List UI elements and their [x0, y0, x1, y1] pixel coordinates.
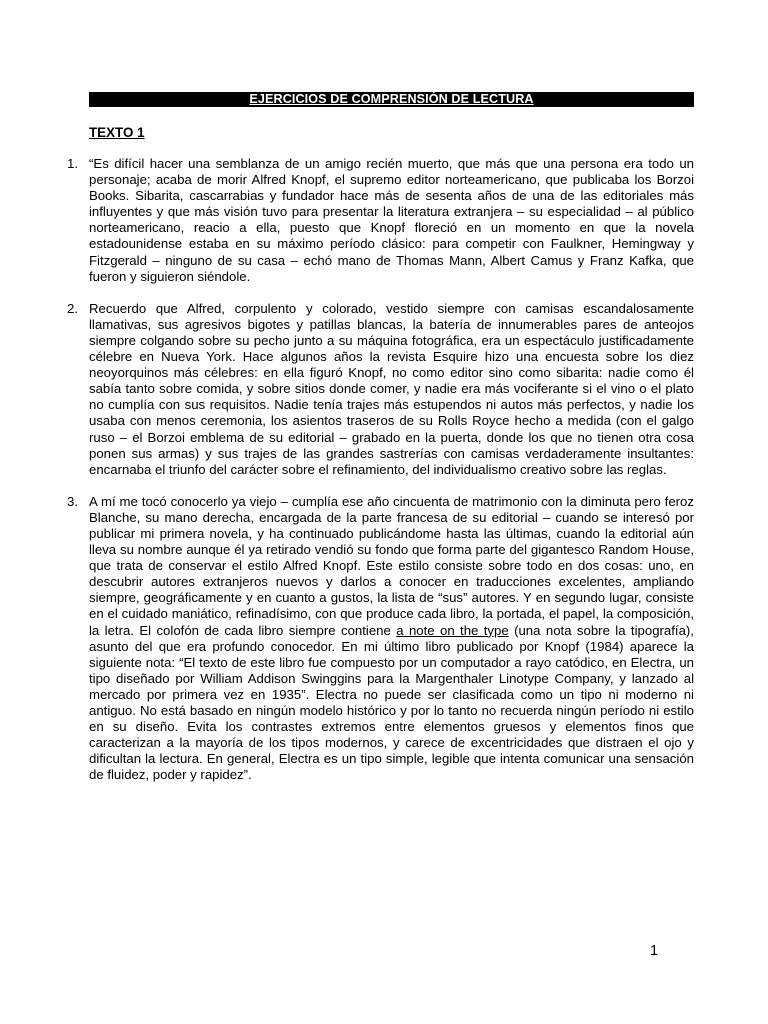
- paragraph-text: “Es difícil hacer una semblanza de un amigo recién muerto, que más que una persona era todo un personaje; acaba de morir Alfred Knopf, el supremo editor norteamericano, que publicaba los Borzoi Books. Sibarita, cascarrabias y fundador hace más de sesenta años de una de las editoriales más influyentes y que más visión tuvo para presentar la literatura extranjera – su especialidad – al público norteamericano, reacio a ella, puesto que Knopf floreció en un momento en que la novela estadounidense estaba en su máximo período clásico: para competir con Faulkner, Hemingway y Fitzgerald – ninguno de su casa – echó mano de Thomas Mann, Albert Camus y Franz Kafka, que fueron y siguieron siéndole.: [89, 156, 694, 284]
- paragraph-number: 2.: [67, 300, 78, 316]
- underlined-phrase: a note on the type: [396, 622, 509, 638]
- document-title-banner: EJERCICIOS DE COMPRENSIÓN DE LECTURA: [89, 92, 694, 107]
- paragraph-3: [62, 494, 694, 784]
- paragraph-list: [62, 156, 694, 783]
- paragraph-text-before: A mí me tocó conocerlo ya viejo – cumplía ese año cincuenta de matrimonio con la diminuta pero feroz Blanche, su mano derecha, encargada de la parte francesa de su editorial – cuando se interesó por publicar mi primera novela, y ha continuado publicándome hasta las últimas, cuando la editorial aún lleva su nombre aunque él ya retirado vendió su fondo que forma parte del gigantesco Random House, que trata de conservar el estilo Alfred Knopf. Este estilo consiste sobre todo en dos cosas: uno, en descubrir autores extranjeros nuevos y darlos a conocer en traducciones excelentes, ampliando siempre, geográficamente y en cuanto a gustos, la lista de “sus” autores. Y en segundo lugar, consiste en el cuidado maniático, refinadísimo, con que produce cada libro, la portada, el papel, la composición, la letra. El colofón de cada libro siempre contiene: [89, 493, 694, 638]
- paragraph-number: 1.: [67, 156, 78, 171]
- paragraph-text: Recuerdo que Alfred, corpulento y colorado, vestido siempre con camisas escandalosamente llamativas, sus agresivos bigotes y patillas blancas, la batería de innumerables pares de anteojos siempre colgando sobre su pecho junto a su máquina fotográfica, era un espectáculo justificadamente célebre en Nueva York. Hace algunos años la revista Esquire hizo una encuesta sobre los diez neoyorquinos más célebres: en ella figuró Knopf, no como editor sino como sibarita: nadie como él sabía tanto sobre comida, y sobre sitios donde comer, y nadie era más vociferante si el vino o el plato no cumplía con sus requisitos. Nadie tenía trajes más estupendos ni autos más perfectos, y nadie los usaba con menos ceremonia, los asientos traseros de su Rolls Royce hecho a medida (con el galgo ruso – el Borzoi emblema de su editorial – grabado en la puerta, donde los que no tienen otra cosa ponen sus armas) y sus trajes de las grandes sastrerías con camisas verdaderamente insultantes: encarnaba el triunfo del carácter sobre el refinamiento, del individualismo creativo sobre las reglas.: [89, 300, 694, 477]
- paragraph-text-after: (una nota sobre la tipografía), asunto del que era profundo conocedor. En mi último libro publicado por Knopf (1984) aparece la siguiente nota: “El texto de este libro fue compuesto por un computador a rayo catódico, en Electra, un tipo diseñado por William Addison Swinggins para la Margenthaler Linotype Company, y lanzado al mercado por primera vez en 1935”. Electra no puede ser clasificada como un tipo ni moderno ni antiguo. No está basado en ningún modelo histórico y por lo tanto no recuerda ningún período ni estilo en su diseño. Evita los contrastes extremos entre elementos gruesos y elementos finos que caracterizan a la mayoría de los tipos modernos, y carece de excentricidades que distraen el ojo y dificultan la lectura. En general, Electra es un tipo simple, legible que intenta comunicar una sensación de fluidez, poder y rapidez”.: [89, 622, 694, 783]
- paragraph-2: [62, 301, 694, 478]
- page-number: 1: [650, 943, 659, 959]
- paragraph-1: [62, 156, 694, 285]
- paragraph-number: 3.: [67, 493, 78, 509]
- section-heading: TEXTO 1: [89, 125, 145, 140]
